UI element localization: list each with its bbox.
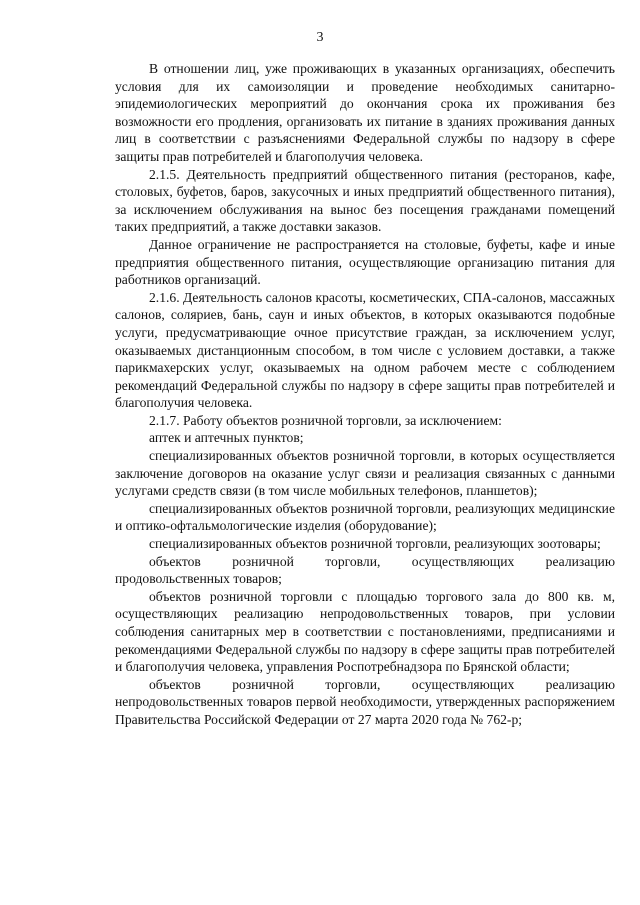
paragraph: 2.1.5. Деятельность предприятий общественного питания (ресторанов, кафе, столовых, буфетов, баров, закусочных и иных предприятий общественного питания), за исключением обслуживания на вынос без посещения гражданами помещений таких предприятий, а также доставки заказов. bbox=[115, 166, 615, 235]
paragraph: специализированных объектов розничной торговли, в которых осуществляется заключение договоров на оказание услуг связи и реализация связанных с данными услугами средств связи (в том числе мобильных телефонов, планшетов); bbox=[115, 448, 615, 499]
paragraph: объектов розничной торговли с площадью торгового зала до 800 кв. м, осуществляющих реализацию непродовольственных товаров, при условии соблюдения санитарных мер в соответствии с постановлениями, предписаниями и рекомендациями Федеральной службы по надзору в сфере защиты прав потребителей и благополучия человека, управления Роспотребнадзора по Брянской области; bbox=[115, 588, 615, 675]
page-number: 3 bbox=[316, 30, 324, 45]
paragraph: специализированных объектов розничной торговли, реализующих медицинские и оптико-офтальмологические изделия (оборудование); bbox=[115, 500, 615, 534]
paragraph: специализированных объектов розничной торговли, реализующих зоотовары; bbox=[149, 536, 601, 552]
paragraph: 2.1.6. Деятельность салонов красоты, косметических, СПА-салонов, массажных салонов, соляриев, бань, саун и иных объектов, в которых оказываются подобные услуги, предусматривающие очное присутствие граждан, за исключением услуг, оказываемых дистанционным способом, в том числе с условием доставки, а также парикмахерских услуг, оказываемых на одном рабочем месте с соблюдением рекомендаций Федеральной службы по надзору в сфере защиты прав потребителей и благополучия человека. bbox=[115, 289, 615, 411]
paragraph: аптек и аптечных пунктов; bbox=[149, 430, 304, 446]
paragraph: Данное ограничение не распространяется на столовые, буфеты, кафе и иные предприятия общественного питания, осуществляющие организацию питания для работников организаций. bbox=[115, 236, 615, 288]
paragraph: объектов розничной торговли, осуществляющих реализацию продовольственных товаров; bbox=[115, 553, 615, 587]
paragraph: 2.1.7. Работу объектов розничной торговли, за исключением: bbox=[149, 412, 502, 428]
paragraph: объектов розничной торговли, осуществляющих реализацию непродовольственных товаров первой необходимости, утвержденных распоряжением Правительства Российской Федерации от 27 марта 2020 года № 762-р; bbox=[115, 676, 615, 727]
paragraph: В отношении лиц, уже проживающих в указанных организациях, обеспечить условия для их самоизоляции и проведение необходимых санитарно-эпидемиологических мероприятий до окончания срока их проживания без возможности его продления, организовать их питание в зданиях проживания данных лиц в соответствии с разъяснениями Федеральной службы по надзору в сфере защиты прав потребителей и благополучия человека. bbox=[115, 61, 615, 164]
document-body bbox=[115, 60, 615, 729]
